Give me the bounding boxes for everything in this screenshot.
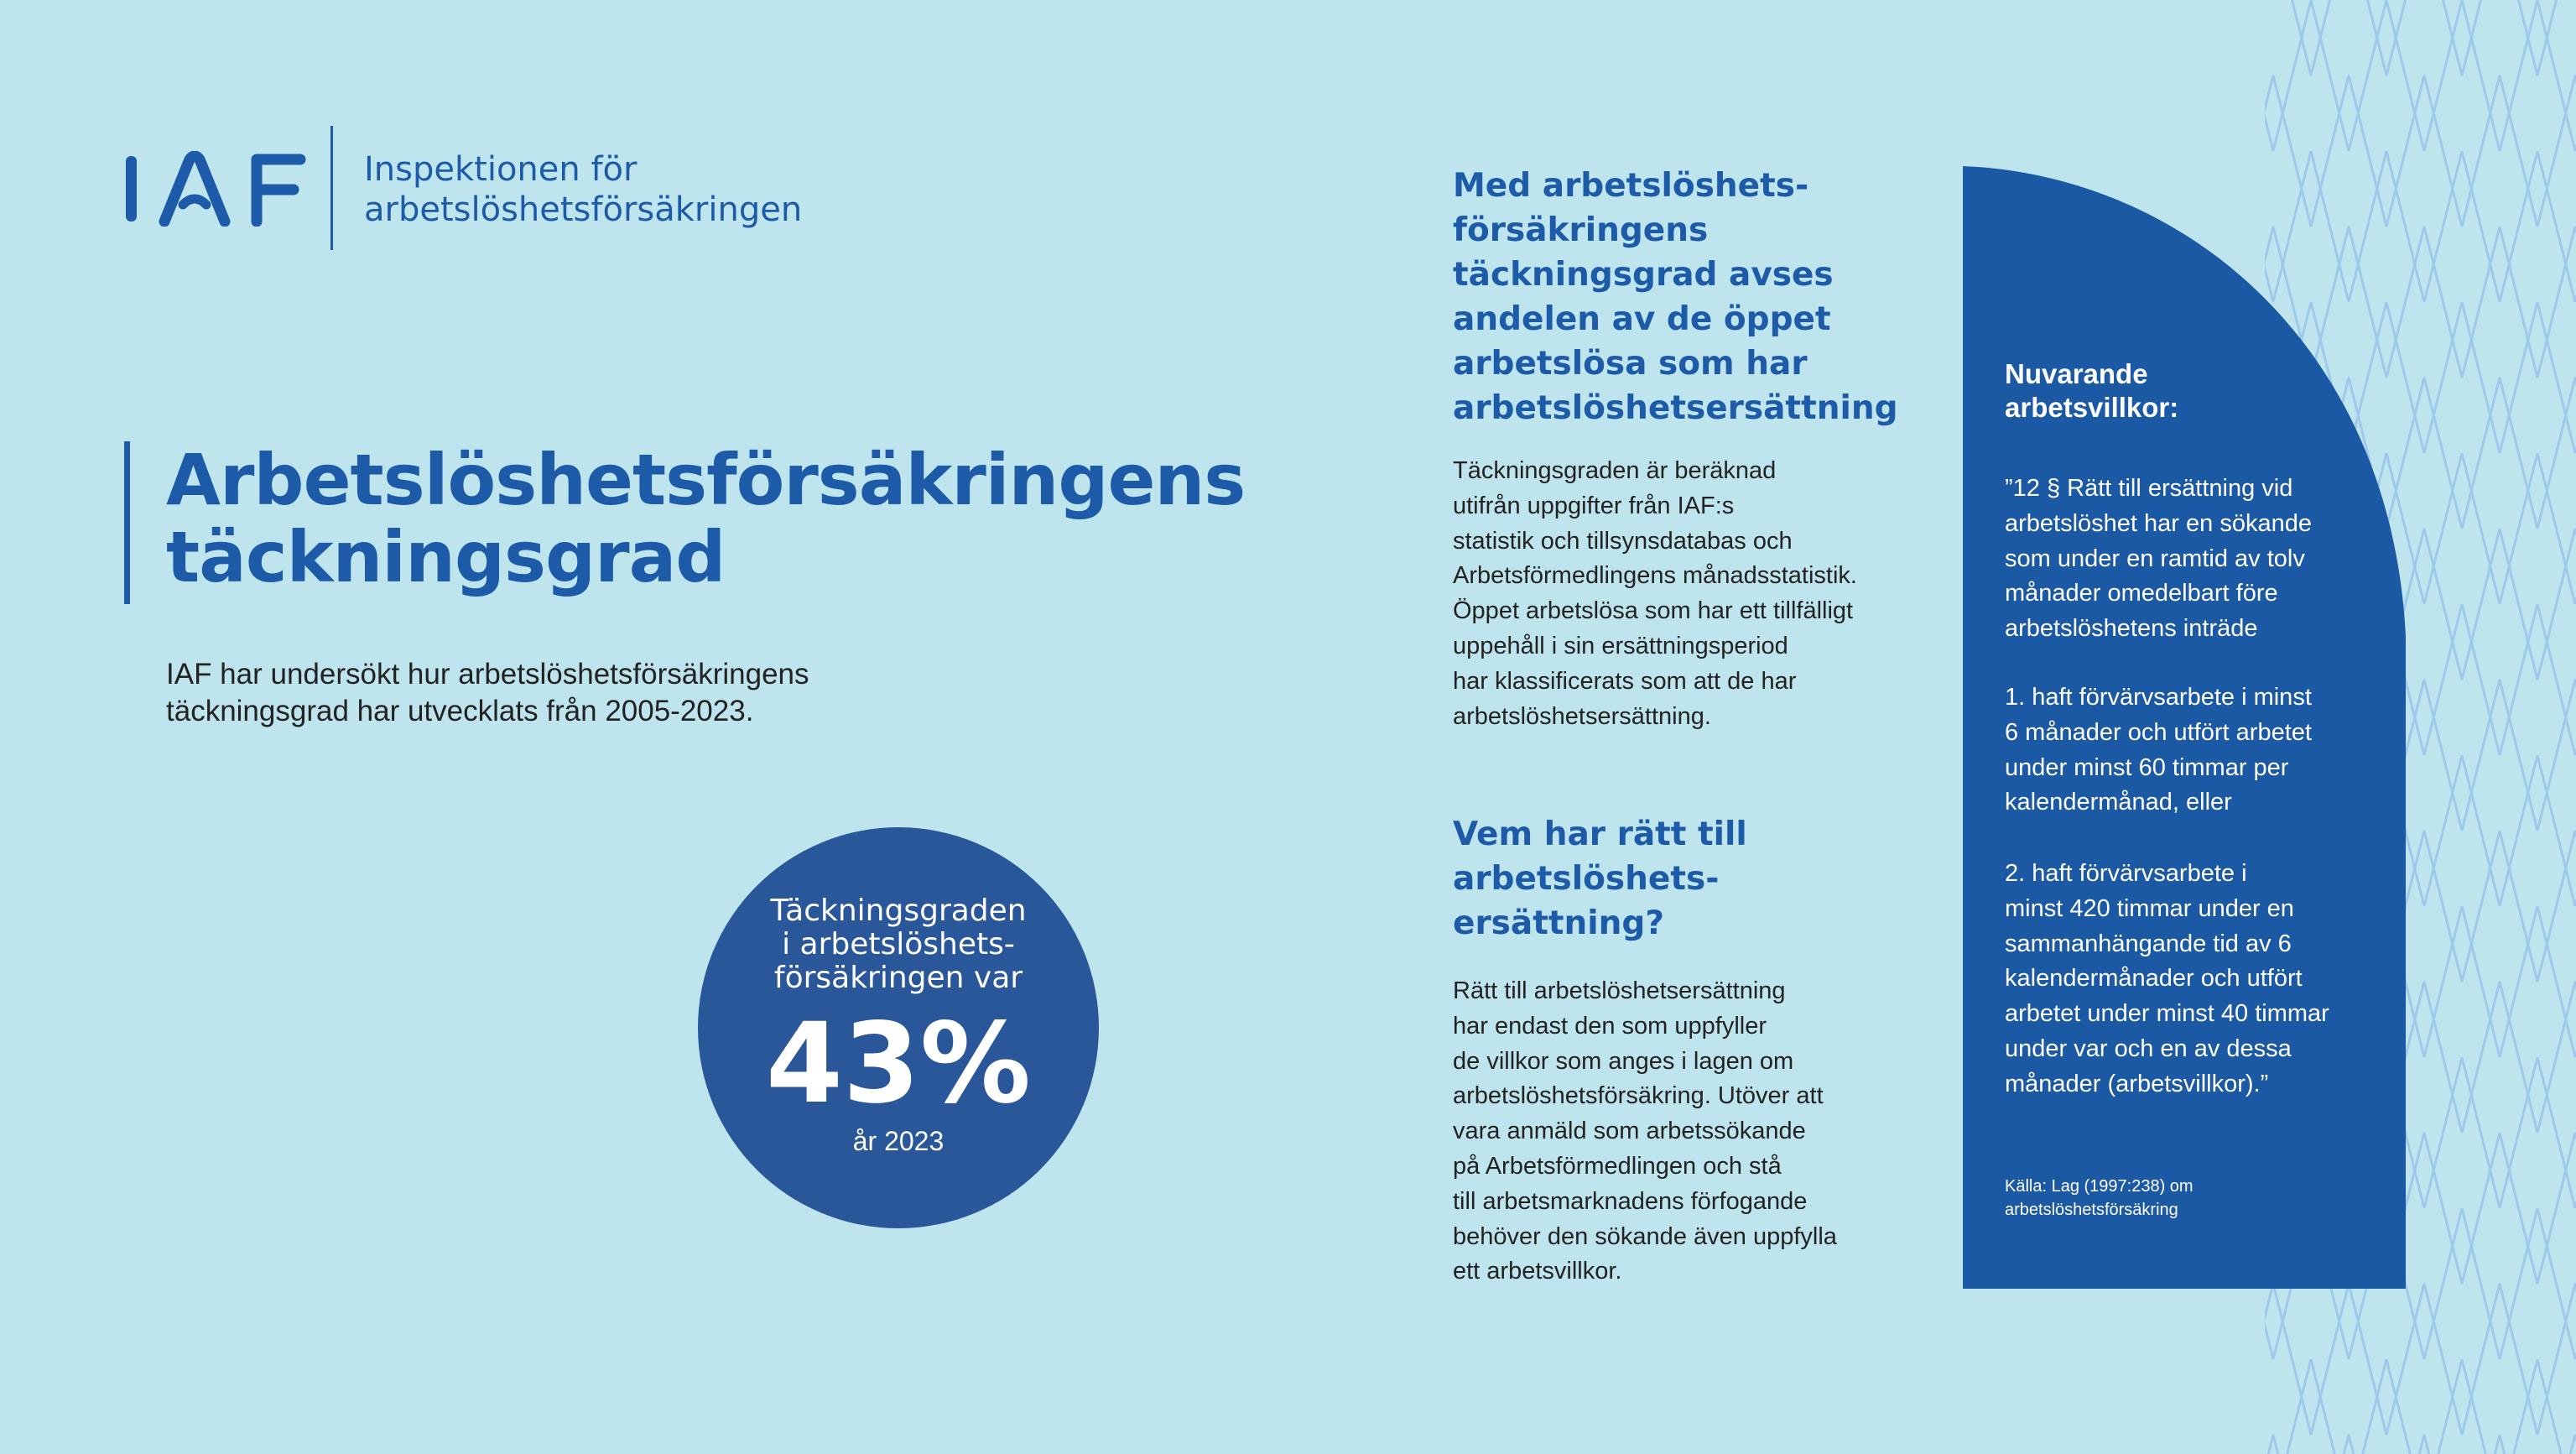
intro-line: täckningsgrad har utvecklats från 2005-2023. <box>166 695 754 727</box>
page-title-line: Arbetslöshetsförsäkringens <box>166 439 1246 521</box>
quote-line: arbetet under minst 40 timmar <box>2005 1000 2329 1028</box>
body-line: vara anmäld som arbetssökande <box>1453 1118 1806 1145</box>
heading-line: ersättning? <box>1453 904 1664 942</box>
quote-line: 6 månader och utfört arbetet <box>2005 718 2312 746</box>
quote-intro <box>2005 472 2312 647</box>
page-title <box>166 441 1245 596</box>
body-line: utifrån uppgifter från IAF:s <box>1453 492 1735 519</box>
body-line: statistik och tillsynsdatabas och <box>1453 527 1793 555</box>
body-line: Täckningsgraden är beräknad <box>1453 457 1777 484</box>
body-line: har endast den som uppfyller <box>1453 1012 1767 1040</box>
quote-line: kalendermånader och utfört <box>2005 965 2303 993</box>
quote-line: kalendermånad, eller <box>2005 789 2232 816</box>
panel-title-line: Nuvarande <box>2005 358 2148 389</box>
body-line: de villkor som anges i lagen om <box>1453 1047 1794 1075</box>
source-note <box>2005 1175 2194 1222</box>
quote-line: arbetslöshet har en sökande <box>2005 509 2312 537</box>
quote-condition-1 <box>2005 680 2312 821</box>
stat-value: 43% <box>766 999 1031 1128</box>
source-line: Källa: Lag (1997:238) om <box>2005 1177 2194 1196</box>
quote-line: ”12 § Rätt till ersättning vid <box>2005 475 2293 502</box>
logo-divider <box>330 126 333 250</box>
body-line: Rätt till arbetslöshetsersättning <box>1453 977 1786 1004</box>
quote-line: månader omedelbart före <box>2005 580 2278 607</box>
organization-name <box>364 149 802 230</box>
source-line: arbetslöshetsförsäkring <box>2005 1201 2178 1219</box>
heading-line: arbetslöshetsersättning <box>1453 389 1898 427</box>
body-line: arbetslöshetsförsäkring. Utöver att <box>1453 1082 1824 1110</box>
quote-line: under minst 60 timmar per <box>2005 753 2289 781</box>
body-line: till arbetsmarknadens förfogande <box>1453 1187 1808 1215</box>
heading-line: arbetslöshets- <box>1453 860 1720 898</box>
heading-line: Med arbetslöshets- <box>1453 167 1809 205</box>
heading-line: täckningsgrad avses <box>1453 256 1834 294</box>
quote-line: 2. haft förvärvsarbete i <box>2005 860 2247 887</box>
body-line: Arbetsförmedlingens månadsstatistik. <box>1453 562 1857 590</box>
quote-line: under var och en av dessa <box>2005 1034 2292 1062</box>
panel-title-line: arbetsvillkor: <box>2005 392 2179 423</box>
heading-line: försäkringens <box>1453 211 1709 249</box>
heading-line: Vem har rätt till <box>1453 816 1747 853</box>
body-line: på Arbetsförmedlingen och stå <box>1453 1152 1782 1180</box>
stat-label-line: försäkringen var <box>773 961 1023 995</box>
stat-label-line: i arbetslöshets- <box>782 927 1015 962</box>
organization-name-line: Inspektionen för <box>364 150 637 189</box>
organization-name-line: arbetslöshetsförsäkringen <box>364 190 803 229</box>
intro-text <box>166 656 921 730</box>
body-line: uppehåll i sin ersättningsperiod <box>1453 632 1788 659</box>
title-accent-bar <box>124 441 130 604</box>
heading-line: andelen av de öppet <box>1453 300 1831 338</box>
section1-body <box>1453 454 1857 734</box>
stat-year: år 2023 <box>852 1126 945 1156</box>
intro-line: IAF har undersökt hur arbetslöshetsförsäkringens <box>166 658 809 691</box>
page-title-line: täckningsgrad <box>166 516 726 598</box>
section1-heading <box>1453 164 1898 430</box>
panel-title <box>2005 357 2178 425</box>
iaf-logo <box>124 151 309 227</box>
quote-line: månader (arbetsvillkor).” <box>2005 1070 2269 1097</box>
body-line: har klassificerats som att de har <box>1453 667 1797 695</box>
quote-condition-2 <box>2005 857 2329 1102</box>
quote-line: arbetslöshetens inträde <box>2005 615 2258 643</box>
quote-line: minst 420 timmar under en <box>2005 894 2294 922</box>
stat-label-line: Täckningsgraden <box>770 894 1027 928</box>
quote-line: sammanhängande tid av 6 <box>2005 930 2292 957</box>
stat-label <box>698 894 1099 995</box>
body-line: ett arbetsvillkor. <box>1453 1258 1622 1285</box>
quote-line: som under en ramtid av tolv <box>2005 545 2305 572</box>
section2-heading <box>1453 812 1747 946</box>
section2-body <box>1453 974 1837 1290</box>
body-line: Öppet arbetslösa som har ett tillfälligt <box>1453 597 1854 625</box>
heading-line: arbetslösa som har <box>1453 345 1808 383</box>
body-line: behöver den sökande även uppfylla <box>1453 1222 1837 1250</box>
body-line: arbetslöshetsersättning. <box>1453 702 1711 730</box>
coverage-stat-circle <box>698 827 1099 1228</box>
quote-line: 1. haft förvärvsarbete i minst <box>2005 684 2312 711</box>
